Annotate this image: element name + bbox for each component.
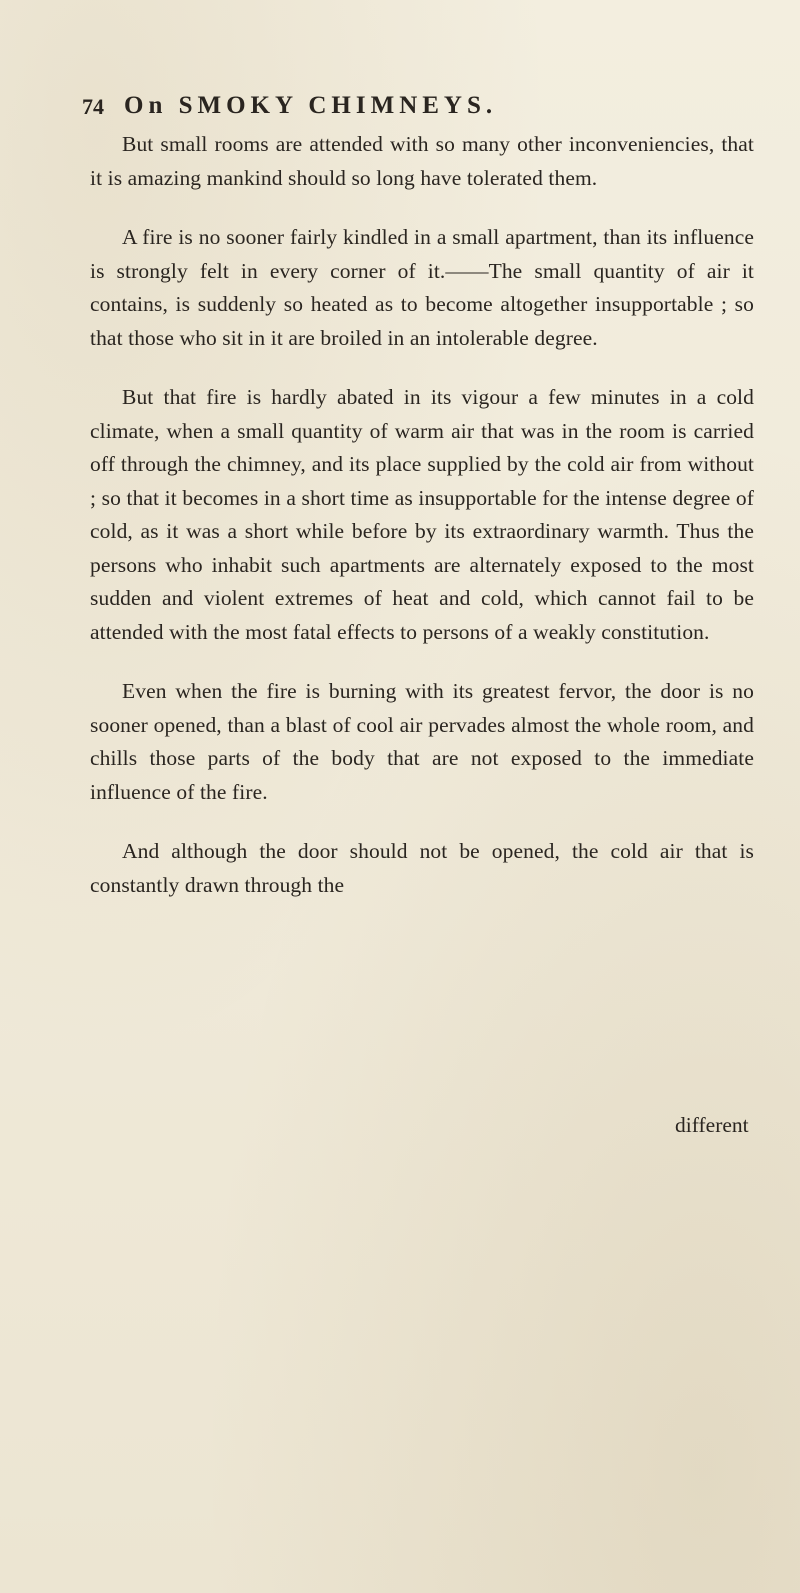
page-number: 74 <box>82 94 104 119</box>
catchword: different <box>675 1113 749 1137</box>
page-header <box>82 94 682 126</box>
paragraph: And although the door should not be opened, the cold air that is constantly drawn through the <box>90 839 754 897</box>
paragraph: But that fire is hardly abated in its vigour a few minutes in a cold climate, when a small quantity of warm air that was in the room is carried off through the chimney, and its place supplied by the cold air from without ; so that it becomes in a short time as insupportable for the intense degree of cold, as it was a short while before by its extraordinary warmth. Thus the persons who inhabit such apartments are alternately exposed to the most sudden and violent extremes of heat and cold, which cannot fail to be attended with the most fatal effects to persons of a weakly constitution. <box>90 385 754 644</box>
paragraph: Even when the fire is burning with its greatest fervor, the door is no sooner opened, than a blast of cool air pervades almost the whole room, and chills those parts of the body that are not exposed to the immediate influence of the fire. <box>90 679 754 804</box>
paragraph: But small rooms are attended with so many other inconveniencies, that it is amazing mankind should so long have tolerated them. <box>90 132 754 190</box>
paragraph: A fire is no sooner fairly kindled in a small apartment, than its influence is strongly felt in every corner of it.——The small quantity of air it contains, is suddenly so heated as to become altogether insupportable ; so that those who sit in it are broiled in an intolerable degree. <box>90 225 754 350</box>
body-text <box>90 128 754 902</box>
running-head: On SMOKY CHIMNEYS. <box>124 92 498 119</box>
